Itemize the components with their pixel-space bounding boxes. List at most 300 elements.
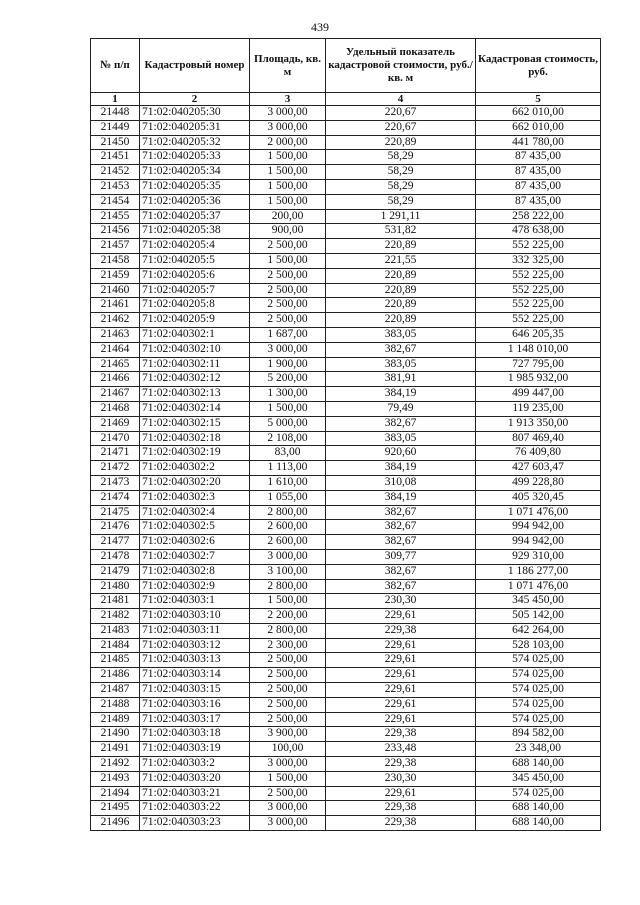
cadastral-cost-cell: 528 103,00 [476,638,601,653]
cadastral-number-cell: 71:02:040205:30 [140,106,250,121]
header-specific-value: Удельный показатель кадастровой стоимости, руб./кв. м [326,39,476,93]
area-cell: 2 500,00 [250,786,326,801]
table-row [91,816,601,831]
cadastral-number-cell: 71:02:040303:2 [140,757,250,772]
row-number-cell: 21473 [91,475,140,490]
row-number-cell: 21455 [91,209,140,224]
row-number-cell: 21487 [91,683,140,698]
specific-value-cell: 381,91 [326,372,476,387]
row-number-cell: 21493 [91,771,140,786]
specific-value-cell: 383,05 [326,431,476,446]
row-number-cell: 21461 [91,298,140,313]
area-cell: 2 500,00 [250,653,326,668]
cadastral-number-cell: 71:02:040302:2 [140,461,250,476]
cadastral-cost-cell: 662 010,00 [476,106,601,121]
specific-value-cell: 229,61 [326,712,476,727]
cadastral-number-cell: 71:02:040205:6 [140,268,250,283]
area-cell: 2 600,00 [250,520,326,535]
area-cell: 1 500,00 [250,771,326,786]
cadastral-cost-cell: 994 942,00 [476,520,601,535]
area-cell: 5 200,00 [250,372,326,387]
cadastral-cost-cell: 478 638,00 [476,224,601,239]
specific-value-cell: 383,05 [326,327,476,342]
cadastral-cost-cell: 499 228,80 [476,475,601,490]
row-number-cell: 21475 [91,505,140,520]
cadastral-number-cell: 71:02:040302:6 [140,535,250,550]
header-row-number: № п/п [91,39,140,93]
table-row [91,431,601,446]
table-row [91,549,601,564]
specific-value-cell: 58,29 [326,179,476,194]
table-row [91,742,601,757]
specific-value-cell: 230,30 [326,771,476,786]
table-row [91,106,601,121]
table-row [91,313,601,328]
specific-value-cell: 229,38 [326,623,476,638]
specific-value-cell: 58,29 [326,150,476,165]
cadastral-cost-cell: 646 205,35 [476,327,601,342]
cadastral-number-cell: 71:02:040303:10 [140,609,250,624]
table-row [91,757,601,772]
cadastral-cost-cell: 345 450,00 [476,771,601,786]
cadastral-cost-cell: 119 235,00 [476,401,601,416]
cadastral-cost-cell: 727 795,00 [476,357,601,372]
cadastral-number-cell: 71:02:040205:31 [140,120,250,135]
cadastral-number-cell: 71:02:040205:38 [140,224,250,239]
cadastral-number-cell: 71:02:040302:10 [140,342,250,357]
column-number: 4 [326,93,476,106]
cadastral-number-cell: 71:02:040303:19 [140,742,250,757]
table-row [91,490,601,505]
table-row [91,668,601,683]
cadastral-number-cell: 71:02:040205:37 [140,209,250,224]
row-number-cell: 21451 [91,150,140,165]
specific-value-cell: 79,49 [326,401,476,416]
column-number-row [91,93,601,106]
area-cell: 3 000,00 [250,757,326,772]
cadastral-number-cell: 71:02:040205:4 [140,239,250,254]
table-row [91,801,601,816]
table-row [91,327,601,342]
row-number-cell: 21464 [91,342,140,357]
area-cell: 1 500,00 [250,253,326,268]
table-row [91,135,601,150]
specific-value-cell: 220,89 [326,313,476,328]
specific-value-cell: 229,61 [326,683,476,698]
cadastral-cost-cell: 994 942,00 [476,535,601,550]
row-number-cell: 21484 [91,638,140,653]
cadastral-cost-cell: 441 780,00 [476,135,601,150]
table-row [91,239,601,254]
specific-value-cell: 58,29 [326,165,476,180]
cadastral-cost-cell: 505 142,00 [476,609,601,624]
area-cell: 2 500,00 [250,283,326,298]
specific-value-cell: 220,89 [326,298,476,313]
cadastral-cost-cell: 642 264,00 [476,623,601,638]
table-row [91,520,601,535]
cadastral-cost-cell: 258 222,00 [476,209,601,224]
specific-value-cell: 384,19 [326,387,476,402]
cadastral-number-cell: 71:02:040205:8 [140,298,250,313]
area-cell: 2 500,00 [250,668,326,683]
cadastral-number-cell: 71:02:040302:7 [140,549,250,564]
header-cadastral-number: Кадастровый номер [140,39,250,93]
cadastral-number-cell: 71:02:040205:33 [140,150,250,165]
area-cell: 2 300,00 [250,638,326,653]
table-row [91,416,601,431]
cadastral-number-cell: 71:02:040302:19 [140,446,250,461]
cadastral-number-cell: 71:02:040303:16 [140,697,250,712]
cadastral-number-cell: 71:02:040302:15 [140,416,250,431]
table-row [91,165,601,180]
table-row [91,697,601,712]
column-number: 1 [91,93,140,106]
cadastral-number-cell: 71:02:040302:11 [140,357,250,372]
specific-value-cell: 531,82 [326,224,476,239]
specific-value-cell: 383,05 [326,357,476,372]
row-number-cell: 21479 [91,564,140,579]
cadastral-cost-cell: 807 469,40 [476,431,601,446]
cadastral-cost-cell: 574 025,00 [476,712,601,727]
table-row [91,357,601,372]
table-row [91,342,601,357]
specific-value-cell: 220,67 [326,106,476,121]
row-number-cell: 21488 [91,697,140,712]
cadastral-cost-cell: 345 450,00 [476,594,601,609]
specific-value-cell: 229,61 [326,638,476,653]
area-cell: 200,00 [250,209,326,224]
area-cell: 1 900,00 [250,357,326,372]
table-row [91,475,601,490]
row-number-cell: 21489 [91,712,140,727]
row-number-cell: 21468 [91,401,140,416]
row-number-cell: 21456 [91,224,140,239]
row-number-cell: 21457 [91,239,140,254]
table-row [91,771,601,786]
cadastral-number-cell: 71:02:040205:35 [140,179,250,194]
row-number-cell: 21491 [91,742,140,757]
cadastral-number-cell: 71:02:040302:8 [140,564,250,579]
area-cell: 1 500,00 [250,401,326,416]
table-row [91,638,601,653]
cadastral-number-cell: 71:02:040303:1 [140,594,250,609]
row-number-cell: 21453 [91,179,140,194]
specific-value-cell: 220,89 [326,239,476,254]
specific-value-cell: 382,67 [326,520,476,535]
table-body [91,106,601,831]
table-row [91,150,601,165]
table-row [91,505,601,520]
table-row [91,298,601,313]
table-row [91,120,601,135]
row-number-cell: 21454 [91,194,140,209]
area-cell: 2 500,00 [250,298,326,313]
cadastral-cost-cell: 87 435,00 [476,165,601,180]
specific-value-cell: 229,38 [326,757,476,772]
specific-value-cell: 382,67 [326,535,476,550]
cadastral-number-cell: 71:02:040205:9 [140,313,250,328]
area-cell: 3 100,00 [250,564,326,579]
cadastral-cost-cell: 499 447,00 [476,387,601,402]
specific-value-cell: 230,30 [326,594,476,609]
row-number-cell: 21449 [91,120,140,135]
row-number-cell: 21452 [91,165,140,180]
specific-value-cell: 310,08 [326,475,476,490]
cadastral-cost-cell: 552 225,00 [476,313,601,328]
cadastral-cost-cell: 76 409,80 [476,446,601,461]
area-cell: 2 500,00 [250,313,326,328]
cadastral-cost-cell: 574 025,00 [476,668,601,683]
cadastral-number-cell: 71:02:040303:12 [140,638,250,653]
table-row [91,609,601,624]
area-cell: 2 000,00 [250,135,326,150]
specific-value-cell: 220,89 [326,268,476,283]
row-number-cell: 21472 [91,461,140,476]
cadastral-cost-cell: 929 310,00 [476,549,601,564]
cadastral-number-cell: 71:02:040205:5 [140,253,250,268]
area-cell: 1 500,00 [250,165,326,180]
specific-value-cell: 220,89 [326,135,476,150]
cadastral-cost-cell: 87 435,00 [476,194,601,209]
table-row [91,564,601,579]
area-cell: 2 600,00 [250,535,326,550]
cadastral-cost-cell: 1 148 010,00 [476,342,601,357]
cadastral-number-cell: 71:02:040303:21 [140,786,250,801]
row-number-cell: 21463 [91,327,140,342]
area-cell: 3 000,00 [250,342,326,357]
cadastral-cost-cell: 574 025,00 [476,697,601,712]
specific-value-cell: 229,61 [326,653,476,668]
cadastral-number-cell: 71:02:040302:13 [140,387,250,402]
cadastral-cost-cell: 552 225,00 [476,298,601,313]
table-row [91,224,601,239]
cadastral-cost-cell: 552 225,00 [476,268,601,283]
cadastral-number-cell: 71:02:040303:20 [140,771,250,786]
table-row [91,401,601,416]
cadastral-cost-cell: 574 025,00 [476,786,601,801]
row-number-cell: 21462 [91,313,140,328]
cadastral-cost-cell: 1 985 932,00 [476,372,601,387]
specific-value-cell: 382,67 [326,342,476,357]
specific-value-cell: 384,19 [326,490,476,505]
cadastral-number-cell: 71:02:040205:32 [140,135,250,150]
cadastral-cost-cell: 1 186 277,00 [476,564,601,579]
specific-value-cell: 382,67 [326,416,476,431]
row-number-cell: 21465 [91,357,140,372]
cadastral-number-cell: 71:02:040302:4 [140,505,250,520]
cadastral-number-cell: 71:02:040303:22 [140,801,250,816]
row-number-cell: 21480 [91,579,140,594]
table-row [91,683,601,698]
area-cell: 1 113,00 [250,461,326,476]
column-number: 3 [250,93,326,106]
area-cell: 1 500,00 [250,179,326,194]
specific-value-cell: 920,60 [326,446,476,461]
row-number-cell: 21495 [91,801,140,816]
area-cell: 3 000,00 [250,801,326,816]
cadastral-number-cell: 71:02:040303:17 [140,712,250,727]
specific-value-cell: 1 291,11 [326,209,476,224]
area-cell: 2 500,00 [250,712,326,727]
cadastral-cost-cell: 87 435,00 [476,150,601,165]
table-row [91,727,601,742]
cadastral-cost-cell: 427 603,47 [476,461,601,476]
cadastral-cost-cell: 552 225,00 [476,283,601,298]
area-cell: 2 800,00 [250,579,326,594]
column-number: 2 [140,93,250,106]
row-number-cell: 21459 [91,268,140,283]
area-cell: 2 500,00 [250,697,326,712]
table-row [91,653,601,668]
specific-value-cell: 382,67 [326,579,476,594]
specific-value-cell: 382,67 [326,564,476,579]
row-number-cell: 21492 [91,757,140,772]
table-row [91,623,601,638]
row-number-cell: 21482 [91,609,140,624]
row-number-cell: 21477 [91,535,140,550]
cadastral-cost-cell: 894 582,00 [476,727,601,742]
row-number-cell: 21469 [91,416,140,431]
cadastral-cost-cell: 574 025,00 [476,683,601,698]
cadastral-number-cell: 71:02:040303:13 [140,653,250,668]
row-number-cell: 21490 [91,727,140,742]
row-number-cell: 21458 [91,253,140,268]
row-number-cell: 21450 [91,135,140,150]
row-number-cell: 21466 [91,372,140,387]
specific-value-cell: 221,55 [326,253,476,268]
table-row [91,712,601,727]
cadastral-cost-cell: 332 325,00 [476,253,601,268]
area-cell: 83,00 [250,446,326,461]
area-cell: 3 000,00 [250,549,326,564]
area-cell: 1 610,00 [250,475,326,490]
cadastral-cost-cell: 688 140,00 [476,816,601,831]
specific-value-cell: 229,38 [326,816,476,831]
area-cell: 2 200,00 [250,609,326,624]
specific-value-cell: 229,61 [326,786,476,801]
cadastral-number-cell: 71:02:040302:12 [140,372,250,387]
area-cell: 2 800,00 [250,505,326,520]
specific-value-cell: 58,29 [326,194,476,209]
cadastral-cost-cell: 87 435,00 [476,179,601,194]
specific-value-cell: 220,89 [326,283,476,298]
table-row [91,786,601,801]
table-row [91,268,601,283]
area-cell: 2 500,00 [250,268,326,283]
row-number-cell: 21476 [91,520,140,535]
area-cell: 1 055,00 [250,490,326,505]
cadastral-cost-cell: 552 225,00 [476,239,601,254]
area-cell: 2 500,00 [250,239,326,254]
area-cell: 2 800,00 [250,623,326,638]
row-number-cell: 21448 [91,106,140,121]
area-cell: 1 500,00 [250,594,326,609]
table-row [91,579,601,594]
row-number-cell: 21471 [91,446,140,461]
row-number-cell: 21470 [91,431,140,446]
area-cell: 900,00 [250,224,326,239]
cadastral-number-cell: 71:02:040302:5 [140,520,250,535]
cadastral-number-cell: 71:02:040302:1 [140,327,250,342]
specific-value-cell: 382,67 [326,505,476,520]
table-row [91,194,601,209]
area-cell: 5 000,00 [250,416,326,431]
cadastral-cost-cell: 574 025,00 [476,653,601,668]
specific-value-cell: 309,77 [326,549,476,564]
row-number-cell: 21467 [91,387,140,402]
cadastral-cost-cell: 688 140,00 [476,757,601,772]
specific-value-cell: 220,67 [326,120,476,135]
page-number: 439 [311,20,329,34]
row-number-cell: 21486 [91,668,140,683]
cadastral-number-cell: 71:02:040303:23 [140,816,250,831]
row-number-cell: 21478 [91,549,140,564]
row-number-cell: 21494 [91,786,140,801]
table-row [91,283,601,298]
specific-value-cell: 229,38 [326,727,476,742]
cadastral-cost-cell: 1 071 476,00 [476,579,601,594]
header-area: Площадь, кв. м [250,39,326,93]
cadastral-cost-cell: 1 071 476,00 [476,505,601,520]
area-cell: 2 108,00 [250,431,326,446]
area-cell: 3 000,00 [250,106,326,121]
cadastral-value-table [90,38,601,831]
specific-value-cell: 229,38 [326,801,476,816]
area-cell: 1 500,00 [250,194,326,209]
area-cell: 2 500,00 [250,683,326,698]
row-number-cell: 21496 [91,816,140,831]
table-row [91,461,601,476]
table-row [91,372,601,387]
area-cell: 3 900,00 [250,727,326,742]
cadastral-number-cell: 71:02:040205:36 [140,194,250,209]
row-number-cell: 21483 [91,623,140,638]
cadastral-number-cell: 71:02:040205:7 [140,283,250,298]
cadastral-cost-cell: 688 140,00 [476,801,601,816]
cadastral-number-cell: 71:02:040303:18 [140,727,250,742]
cadastral-number-cell: 71:02:040302:20 [140,475,250,490]
area-cell: 1 300,00 [250,387,326,402]
table-row [91,387,601,402]
area-cell: 3 000,00 [250,120,326,135]
table-row [91,446,601,461]
table-row [91,179,601,194]
cadastral-number-cell: 71:02:040303:11 [140,623,250,638]
table-row [91,535,601,550]
header-row [91,39,601,93]
area-cell: 1 500,00 [250,150,326,165]
header-cadastral-cost: Кадастровая стоимость, руб. [476,39,601,93]
cadastral-number-cell: 71:02:040303:14 [140,668,250,683]
specific-value-cell: 229,61 [326,697,476,712]
cadastral-number-cell: 71:02:040302:3 [140,490,250,505]
cadastral-number-cell: 71:02:040205:34 [140,165,250,180]
row-number-cell: 21460 [91,283,140,298]
area-cell: 1 687,00 [250,327,326,342]
cadastral-number-cell: 71:02:040303:15 [140,683,250,698]
area-cell: 3 000,00 [250,816,326,831]
cadastral-number-cell: 71:02:040302:9 [140,579,250,594]
specific-value-cell: 384,19 [326,461,476,476]
cadastral-number-cell: 71:02:040302:14 [140,401,250,416]
row-number-cell: 21481 [91,594,140,609]
specific-value-cell: 229,61 [326,668,476,683]
table-row [91,253,601,268]
specific-value-cell: 233,48 [326,742,476,757]
row-number-cell: 21485 [91,653,140,668]
cadastral-number-cell: 71:02:040302:18 [140,431,250,446]
table-row [91,209,601,224]
